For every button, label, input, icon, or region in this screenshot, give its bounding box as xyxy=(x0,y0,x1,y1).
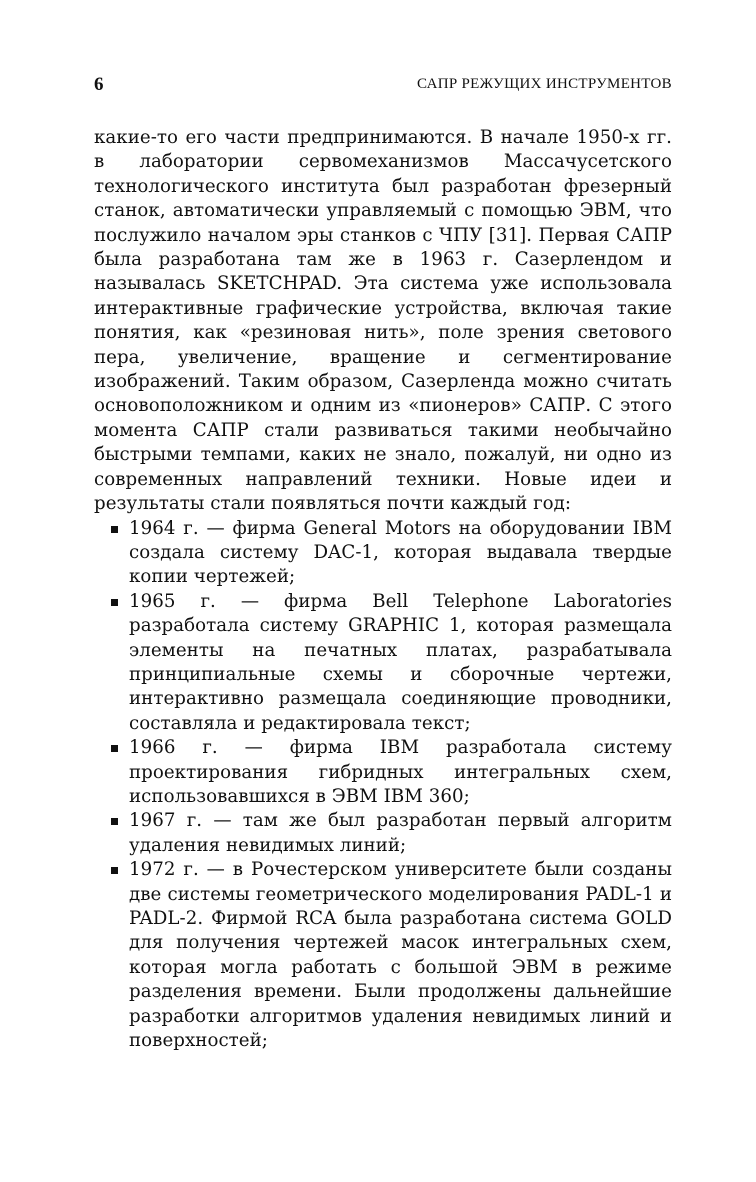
square-bullet-icon xyxy=(111,818,118,825)
square-bullet-icon xyxy=(111,526,118,533)
page-header xyxy=(94,74,672,100)
list-item-text: 1965 г. — фирма Bell Telephone Laboratories разработала систему GRAPHIC 1, которая размещала элементы на печатных платах, разрабатывала принципиальные схемы и сборочные чертежи, интерактивно размещала соединяющие проводники, составляла и редактировала текст; xyxy=(129,590,672,734)
list-item xyxy=(94,736,672,809)
body-text xyxy=(94,126,672,1053)
running-title: САПР РЕЖУЩИХ ИНСТРУМЕНТОВ xyxy=(417,76,672,92)
list-item xyxy=(94,590,672,736)
square-bullet-icon xyxy=(111,599,118,606)
timeline-list xyxy=(94,517,672,1054)
page-number: 6 xyxy=(94,74,104,95)
list-item-text: 1966 г. — фирма IBM разработала систему проектирования гибридных интегральных схем, использовавшихся в ЭВМ IBM 360; xyxy=(129,737,672,807)
list-item xyxy=(94,809,672,858)
list-item xyxy=(94,858,672,1053)
list-item-text: 1967 г. — там же был разработан первый алгоритм удаления невидимых линий; xyxy=(129,810,672,856)
square-bullet-icon xyxy=(111,867,118,874)
square-bullet-icon xyxy=(111,745,118,752)
list-item xyxy=(94,517,672,590)
intro-paragraph: какие-то его части предпринимаются. В начале 1950-х гг. в лаборатории сервомеханизмов Массачусетского технологического института был разработан фрезерный станок, автоматически управляемый с помощью ЭВМ, что послужило началом эры станков с ЧПУ [31]. Первая САПР была разработана там же в 1963 г. Сазерлендом и называлась SKETCHPAD. Эта система уже использовала интерактивные графические устройства, включая такие понятия, как «резиновая нить», поле зрения светового пера, увеличение, вращение и сегментирование изображений. Таким образом, Сазерленда можно считать основоположником и одним из «пионеров» САПР. С этого момента САПР стали развиваться такими необычайно быстрыми темпами, каких не знало, пожалуй, ни одно из современных направлений техники. Новые идеи и результаты стали появляться почти каждый год: xyxy=(94,127,672,515)
list-item-text: 1972 г. — в Рочестерском университете были созданы две системы геометрического моделирования PADL-1 и PADL-2. Фирмой RCA была разработана система GOLD для получения чертежей масок интегральных схем, которая могла работать с большой ЭВМ в режиме разделения времени. Были продолжены дальнейшие разработки алгоритмов удаления невидимых линий и поверхностей; xyxy=(129,859,672,1052)
list-item-text: 1964 г. — фирма General Motors на оборудовании IBM создала систему DAC-1, которая выдавала твердые копии чертежей; xyxy=(129,517,672,588)
